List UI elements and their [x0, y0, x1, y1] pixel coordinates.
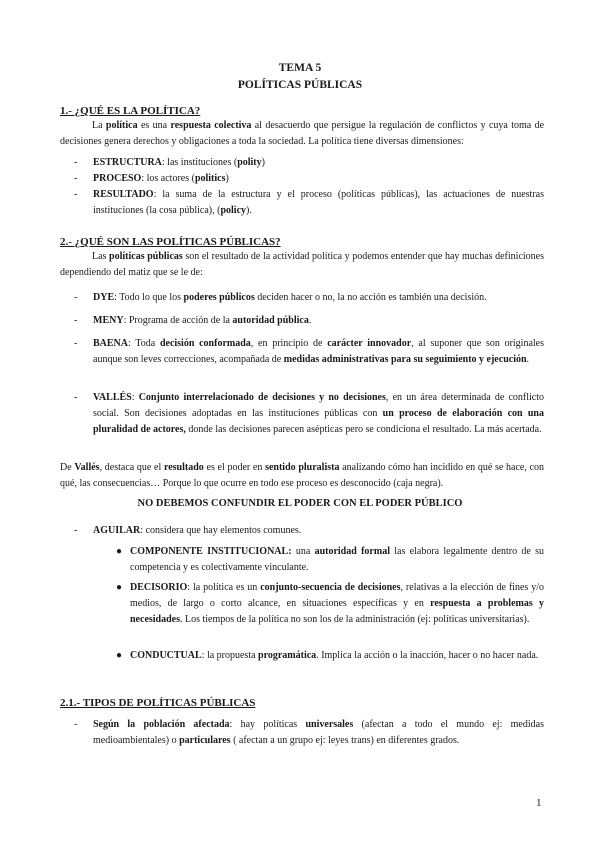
bullet-marker: ● [116, 582, 123, 593]
dash-marker: - [74, 525, 78, 536]
bullet-marker: ● [116, 546, 123, 557]
definition-aguilar: AGUILAR: considera que hay elementos comunes. [93, 525, 302, 536]
list-item-resultado: RESULTADO: la suma de la estructura y el proceso (políticas públicas), las actuaciones de nuestras instituciones (la cosa pública), (policy). [93, 189, 544, 216]
dash-marker: - [74, 719, 78, 730]
list-item-proceso: PROCESO: los actores (politics) [93, 173, 229, 184]
definition-dye: DYE: Todo lo que los poderes públicos deciden hacer o no, la no acción es también una decisión. [93, 292, 487, 303]
type-by-population: Según la población afectada: hay políticas universales (afectan a todo el mundo ej: medidas medioambientales) o particulares ( afectan a un grupo ej: leyes trans) en diferentes grados. [93, 719, 544, 746]
element-conductual: CONDUCTUAL: la propuesta programática. Implica la acción o la inacción, hacer o no hacer nada. [130, 650, 539, 661]
dash-marker: - [74, 338, 78, 349]
section-2-intro: Las políticas públicas son el resultado de la actividad política y podemos entender que hay muchas definiciones dependiendo del matiz que se le de: [60, 251, 544, 278]
valles-paragraph: De Vallés, destaca que el resultado es el poder en sentido pluralista analizando cómo han incidido en qué se hace, con qué, las consecuencias… Porque lo que ocurre en todo ese proceso es desconocido (caja negra). [60, 462, 544, 489]
section-1-intro: La política es una respuesta colectiva al desacuerdo que persigue la regulación de conflictos y cuya toma de decisiones genera derechos y obligaciones a toda la sociedad. La política tiene diversas dimensiones: [60, 120, 545, 147]
definition-valles: VALLÉS: Conjunto interrelacionado de decisiones y no decisiones, en un área determinada de conflicto social. Son decisiones adoptadas en las instituciones públicas con un proceso de elaboración con una pluralidad de actores, donde las decisiones parecen asépticas pero se condiciona el resultado. La más acertada. [93, 392, 545, 435]
page-number: 1 [536, 797, 542, 809]
element-institucional: COMPONENTE INSTITUCIONAL: una autoridad formal las elabora legalmente dentro de su competencia y es colectivamente vinculante. [130, 546, 545, 573]
definition-baena: BAENA: Toda decisión conformada, en principio de carácter innovador, al suponer que son originales aunque son leves correcciones, acompañada de medidas administrativas para su seguimiento y ejecución. [93, 338, 544, 365]
centered-statement: NO DEBEMOS CONFUNDIR EL PODER CON EL PODER PÚBLICO [137, 498, 463, 509]
bullet-marker: ● [116, 650, 123, 661]
dash-marker: - [74, 157, 78, 168]
dash-marker: - [74, 189, 78, 200]
title-line-1: TEMA 5 [278, 62, 322, 74]
title-line-2: POLÍTICAS PÚBLICAS [237, 79, 363, 91]
element-decisorio: DECISORIO: la política es un conjunto-secuencia de decisiones, relativas a la elección de fines y/o medios, de largo o corto alcance, en situaciones específicas y en respuesta a problemas y necesidades. Los tiempos de la política no son los de la administración (ej: políticas universitarias). [130, 582, 544, 625]
dash-marker: - [74, 392, 78, 403]
dash-marker: - [74, 315, 78, 326]
list-item-estructura: ESTRUCTURA: las instituciones (polity) [93, 157, 265, 168]
dash-marker: - [74, 292, 78, 303]
section-2-1-heading: 2.1.- TIPOS DE POLÍTICAS PÚBLICAS [60, 697, 256, 709]
dash-marker: - [74, 173, 78, 184]
section-1-heading: 1.- ¿QUÉ ES LA POLÍTICA? [60, 105, 201, 117]
section-2-heading: 2.- ¿QUÉ SON LAS POLÍTICAS PÚBLICAS? [60, 236, 281, 248]
definition-meny: MENY: Programa de acción de la autoridad pública. [93, 315, 312, 326]
